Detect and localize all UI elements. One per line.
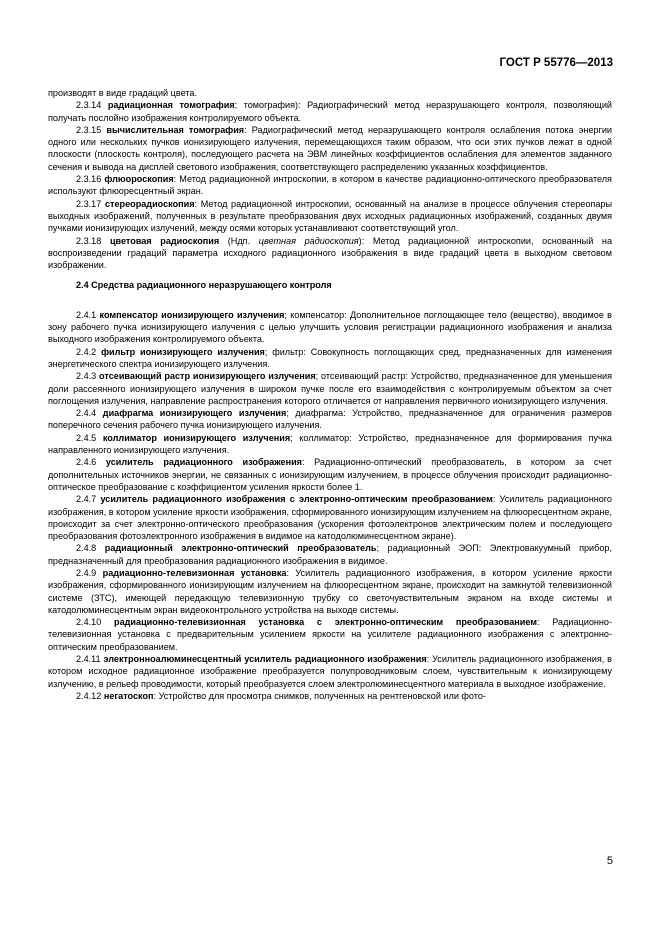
definition-text: ; отсеивающий растр: Устройство, предназначенное для уменьшения доли рассеянного ионизирующего излучения в широком пучке после его взаимодействия с контролируемым объектом за счет поглощения излучения, направление распространения которого отличается от направления первичного ионизирующего излучения. [48,371,612,406]
term: негатоскоп [103,690,154,701]
definition-paragraph [48,542,612,567]
definition-text: : Радиографический метод неразрушающего контроля ослабления потока энергии одного или нескольких пучков ионизирующего излучения, перемещающихся таким образом, что оси этих пучков лежат в одной плоскости (плоскость контроля), последующего расчета на ЭВМ линейных коэффициентов ослабления для элементов заданного сечения и вывода на дисплей светового изображения, соответствующего распределению указанных коэффициентов. [48,124,612,172]
term: диафрагма ионизирующего излучения [102,408,287,419]
term: коллиматор ионизирующего излучения [102,432,291,443]
clause-number: 2.4.6 [76,457,97,468]
clause-number: 2.4.11 [76,654,101,665]
definition-text: производят в виде градаций цвета. [48,88,197,98]
clause-number: 2.3.15 [76,124,102,135]
clause-number: 2.4.12 [76,690,102,701]
definition-text: : Метод радиационной интроскопии, в котором в качестве радиационно-оптического преобразователя используют флюоресцентный экран. [48,174,612,197]
definition-text: : Усилитель радиационного изображения, в котором усиление яркости изображения, сформированного ионизирующим излучением на флюоресцентном экране, происходит на замкнутой телевизионной системе (ЗТС), имеющей передающую телевизионную трубку со светочувствительным экраном на входе системы и катодолюминесцентным экран видеоконтрольного устройства на выходе системы. [48,567,612,615]
definition-paragraph [48,235,612,272]
section-heading: 2.4 Средства радиационного неразрушающего контроля [76,280,332,291]
term: электронноалюминесцентный усилитель радиационного изображения [103,654,427,665]
clause-number: 2.3.14 [76,100,102,111]
definition-paragraph [48,653,612,690]
term: фильтр ионизирующего излучения [101,346,265,357]
definition-text: : Усилитель радиационного изображения, в котором исходное радиационное изображение преобразуется полупроводниковым слоем, чувствительным к ионизирующему излучению, в рельеф проводимости, который преобразуется слоем электролюминесцентного материала в выходное изображение. [48,654,612,689]
definition-paragraph [48,456,612,493]
term: радиационная томография [107,100,235,111]
definition-paragraph [48,87,612,99]
clause-number: 2.4.10 [76,617,102,628]
term: радиационно-телевизионная установка с электронно-оптическим преобразованием [114,617,537,628]
term: вычислительная томография [106,124,245,135]
definition-text: : Усилитель радиационного изображения, в котором усиление яркости изображения, сформированного ионизирующим излучением на флюоресцентном экране, происходит за счет электронно-оптического преобразования (ускорения фотоэлектронов электрическим полем и последующего преобразования фотоэлектронного изображения в видимое на катодолюминесцентном экране). [48,494,612,542]
definition-text: ; радиационный ЭОП: Электровакуумный прибор, предназначенный для преобразования радиационного изображения в видимое. [48,543,612,566]
definition-paragraph [48,124,612,173]
definition-text: ): Метод радиационной интроскопии, основанный на воспроизведении градаций параметра исходного радиационного изображения в виде градаций цвета в выходном световом изображении. [48,235,613,271]
definition-paragraph [48,616,612,653]
clause-number: 2.4.5 [76,432,97,443]
definition-text: ; фильтр: Совокупность поглощающих сред, предназначенных для изменения энергетического спектра ионизирующего излучения. [48,346,612,369]
definition-text: ; компенсатор: Дополнительное поглощающее тело (вещество), вводимое в зону рабочего пучка ионизирующего излучения с целью улучшить условия регистрации радиационного изображения и анализа выходного изображения контролируемого объекта. [48,309,612,345]
definition-text: ; диафрагма: Устройство, предназначенное для ограничения размеров поперечного сечения рабочего пучка ионизирующего излучения. [48,408,613,431]
clause-number: 2.4.2 [76,346,97,357]
clause-number: 2.4.9 [76,567,97,578]
definition-text: : Радиационно-телевизионная установка с предварительным усилением яркости на усилителе радиационного изображения с электронно-оптическим преобразованием. [48,617,613,652]
definition-text: : Устройство для просмотра снимков, полученных на рентгеновской или фото- [153,690,486,701]
term: усилитель радиационного изображения с электронно-оптическим преобразованием [100,494,493,505]
document-header: ГОСТ Р 55776—2013 [499,57,613,69]
definition-paragraph [48,567,612,616]
term: отсеивающий растр ионизирующего излучения [99,371,316,382]
term: усилитель радиационного изображения [105,457,302,468]
definition-paragraph [48,370,612,407]
term-note: (Ндп. [219,235,259,246]
definition-paragraph [48,432,612,457]
definition-paragraph [48,173,612,198]
term: компенсатор ионизирующего излучения [99,309,285,320]
definition-text: ; томография): Радиографический метод неразрушающего контроля, позволяющий получать послойно изображения контролируемого объекта. [48,100,613,123]
document-body [48,87,612,702]
clause-number: 2.3.18 [76,235,102,246]
clause-number: 2.4.7 [76,494,97,505]
term: радиационно-телевизионная установка [102,567,287,578]
definition-paragraph [48,690,612,702]
definition-paragraph [48,99,612,124]
clause-number: 2.3.17 [76,198,102,209]
definition-paragraph [48,309,612,346]
term: стереорадиоскопия [104,198,195,209]
definition-paragraph [48,493,612,542]
term: флюороскопия [104,174,174,185]
clause-number: 2.4.4 [76,408,97,419]
clause-number: 2.4.3 [76,371,97,382]
definition-paragraph [48,198,612,235]
definition-paragraph [48,407,612,432]
definition-text: : Радиационно-оптический преобразователь, в котором за счет дополнительных источников энергии, не связанных с ионизирующим излучением, в процессе облучения происходит радиационно-оптическое преобразование с коэффициентом усиления яркости более 1. [48,457,612,492]
term: радиационный электронно-оптический преобразователь [104,543,377,554]
clause-number: 2.4.8 [76,543,97,554]
page-number: 5 [606,855,613,867]
clause-number: 2.3.16 [76,174,102,185]
term: цветовая радиоскопия [109,235,220,246]
definition-text: ; коллиматор: Устройство, предназначенное для формирования пучка направленного ионизирующего излучения. [48,432,612,456]
definition-paragraph [48,346,612,371]
definition-text: : Метод радиационной интроскопии, основанный на анализе в процессе облучения стереопары выходных изображений, полученных в результате преобразования двух исходных радиационных изображений, созданных двумя пучками ионизирующих излучений, между осями которых устанавливают соответствующий угол. [48,198,612,234]
clause-number: 2.4.1 [76,309,97,320]
deprecated-term: цветная радиоскопия [258,235,359,246]
